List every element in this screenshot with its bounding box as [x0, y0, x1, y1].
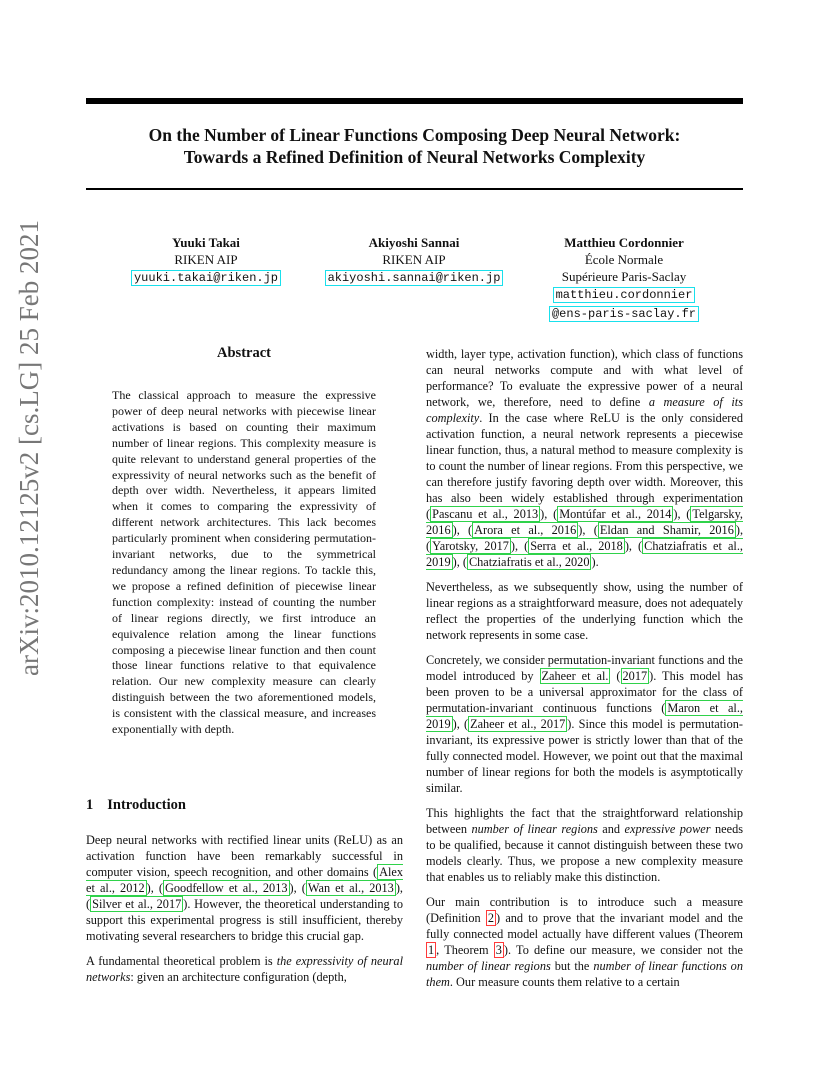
citation-link[interactable]: Yarotsky, 2017 [432, 539, 509, 553]
abstract-title: Abstract [217, 345, 271, 361]
paragraph: Concretely, we consider permutation-invariant functions and the model introduced by Zaheer et al. ( 2017 ). This model has been proven to be a universal approximator for the class of permutation-invariant continuous functions ( Maron et al., 2019 ), ( Zaheer et al., 2017 ). Since this model is permutation-invariant, its expressive power is strictly lower than that of the fully connected model. However, we point out that the maximal number of linear regions for both the models is asymptotically similar. [426, 653, 743, 795]
paragraph: Deep neural networks with rectified linear units (ReLU) as an activation function have been remarkably successful in computer vision, speech recognition, and other domains ( Alex et al., 2012 ), ( Goodfellow et al., 2013 ), ( Wan et al., 2013 ), ( Silver et al., 2017 ). However, the theoretical understanding to support this experimental progress is still insufficient, thereby motivating several researchers to bridge this crucial gap. [86, 833, 403, 943]
bottom-rule [86, 188, 743, 190]
citation-link[interactable]: Pascanu et al., 2013 [432, 507, 539, 521]
paper-title [86, 124, 743, 168]
citation-link[interactable]: Goodfellow et al., 2013 [165, 881, 288, 895]
abstract-body: The classical approach to measure the expressive power of deep neural networks with piecewise linear activations is based on counting their maximum number of linear regions. This complexity measure is quite relevant to understand general properties of the expressivity of neural networks such as the benefit of depth over width. Nevertheless, it appears limited when it comes to comparing the expressivity of different network architectures. This lack becomes particularly prominent when considering permutation-invariant networks, due to the symmetrical redundancy among the linear regions. To tackle this, we propose a refined definition of piecewise linear function complexity: instead of counting the number of linear regions directly, we first introduce an equivalence relation among the linear functions composing a piecewise linear function and then count those linear functions relative to that equivalence relation. Our new complexity measure can clearly distinguish between the two aforementioned models, is consistent with the classical measure, and increases exponentially with depth. [112, 388, 376, 737]
title-line-2: Towards a Refined Definition of Neural Networks Complexity [183, 147, 646, 167]
right-column-text [426, 346, 743, 999]
theorem-link[interactable]: 3 [495, 943, 502, 957]
author-3 [536, 234, 712, 323]
section-heading [86, 797, 200, 814]
section-number: 1 [86, 797, 94, 813]
definition-link[interactable]: 2 [487, 911, 495, 925]
author-affiliation: RIKEN AIP [382, 252, 446, 267]
top-rule [86, 98, 743, 104]
author-email-link[interactable]: akiyoshi.sannai@riken.jp [325, 270, 504, 286]
arxiv-identifier: arXiv:2010.12125v2 [cs.LG] 25 Feb 2021 [14, 220, 44, 676]
author-name: Akiyoshi Sannai [368, 235, 460, 250]
citation-link[interactable]: Maron et al., 2019 [426, 701, 743, 731]
citation-link[interactable]: Eldan and Shamir, 2016 [599, 523, 734, 537]
citation-link[interactable]: Alex et al., 2012 [86, 865, 403, 895]
citation-link[interactable]: Wan et al., 2013 [307, 881, 394, 895]
title-line-1: On the Number of Linear Functions Composing Deep Neural Network: [148, 125, 681, 145]
paragraph: Our main contribution is to introduce such a measure (Definition 2 ) and to prove that the invariant model and the fully connected model actually have different values (Theorem 1 , Theorem 3 ). To define our measure, we consider not the number of linear regions but the number of linear functions on them. Our measure counts them relative to a certain [426, 895, 744, 989]
paragraph: A fundamental theoretical problem is the expressivity of neural networks: given an architecture configuration (depth, [86, 954, 403, 984]
citation-link[interactable]: Telgarsky, 2016 [426, 507, 744, 537]
left-column-text [86, 832, 403, 994]
paragraph: This highlights the fact that the straightforward relationship between number of linear regions and expressive power needs to be qualified, because it cannot distinguish between these two models clearly. Thus, we propose a new complexity measure that enables us to reliably make this distinction. [426, 806, 744, 884]
author-affiliation: RIKEN AIP [174, 252, 238, 267]
citation-link[interactable]: Chatziafratis et al., 2020 [468, 555, 590, 569]
paragraph: Nevertheless, as we subsequently show, using the number of linear regions as a straightforward measure, does not adequately reflect the properties of the underlying function which the network represents in some case. [426, 580, 743, 642]
author-affiliation: Supérieure Paris-Saclay [561, 269, 687, 284]
citation-link[interactable]: Zaheer et al. [541, 669, 609, 683]
citation-link[interactable]: Arora et al., 2016 [474, 523, 577, 537]
citation-link[interactable]: Silver et al., 2017 [92, 897, 182, 911]
author-name: Matthieu Cordonnier [564, 235, 684, 250]
citation-link[interactable]: Zaheer et al., 2017 [470, 717, 566, 731]
author-email-link[interactable]: yuuki.takai@riken.jp [131, 270, 281, 286]
citation-link[interactable]: Serra et al., 2018 [530, 539, 623, 553]
author-1 [120, 234, 292, 287]
section-title: Introduction [107, 797, 186, 813]
author-name: Yuuki Takai [172, 235, 240, 250]
citation-link[interactable]: Montúfar et al., 2014 [559, 507, 672, 521]
author-email-link[interactable]: matthieu.cordonnier [553, 287, 696, 303]
citation-link[interactable]: Chatziafratis et al., 2019 [426, 539, 743, 569]
theorem-link[interactable]: 1 [428, 943, 435, 957]
author-email-link[interactable]: @ens-paris-saclay.fr [549, 306, 699, 322]
paragraph: width, layer type, activation function), which class of functions can neural networks compute and with what level of performance? To evaluate the expressive power of a neural network, we, therefore, need to define a measure of its complexity. In the case where ReLU is the only considered activation function, a neural network represents a piecewise linear function, thus, a natural method to measure complexity is to count the number of linear regions. From this perspective, we can therefore justify favoring depth over width. Moreover, this has also been widely established through experimentation ( Pascanu et al., 2013 ), ( Montúfar et al., 2014 ), ( Telgarsky, 2016 ), ( Arora et al., 2016 ), ( Eldan and Shamir, 2016 ), ( Yarotsky, 2017 ), ( Serra et al., 2018 ), ( Chatziafratis et al., 2019 ), ( Chatziafratis et al., 2020 ). [426, 347, 744, 569]
author-affiliation: École Normale [584, 252, 664, 267]
citation-link[interactable]: 2017 [622, 669, 648, 683]
author-2 [318, 234, 510, 287]
